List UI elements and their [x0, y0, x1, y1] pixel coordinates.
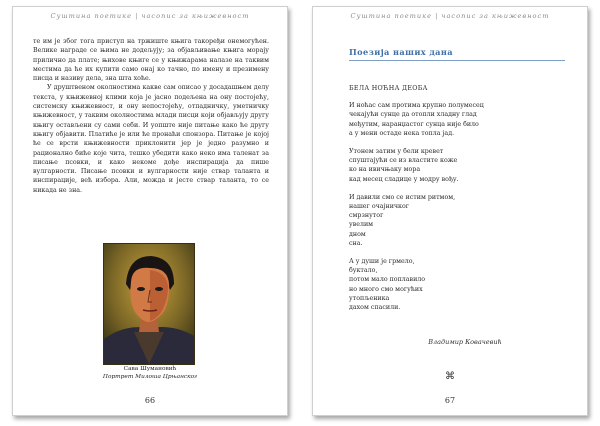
portrait-painting: [103, 243, 195, 365]
poem-line: но много смо могућих: [349, 285, 423, 293]
poem-line: А у души је грмело,: [349, 258, 415, 266]
poem-line: чекајући сунце да отопли хладну глад: [349, 111, 477, 119]
caption-artist: Сава Шумановић: [123, 366, 177, 372]
article-text: [33, 37, 269, 195]
stanza: [349, 147, 571, 184]
stanza: [349, 101, 571, 138]
poem-line: утопљеника: [349, 294, 390, 302]
paragraph: те им је због тога приступ на тржиште књига такоређи онемогућен. Велике награде се њима не додељују; за објављивање књига морају прилично да плате; њихове књиге се у књижарама налазе на таквим местима да ће их купити само онај ко тачно, по имену и презимену писца и називу дела, зна шта хоће.: [33, 38, 269, 83]
stanza: [349, 193, 571, 248]
page-number: 67: [444, 396, 456, 405]
poem-line: кад месец сладице у модру вођу.: [349, 175, 459, 183]
poem-line: а у мени остаде нека топла јад.: [349, 129, 455, 137]
poem-line: сна.: [349, 239, 363, 247]
poem-author: Владимир Ковачевић: [428, 338, 502, 346]
poem-line: дахом спасили.: [349, 304, 401, 312]
poem-line: увелим: [349, 221, 374, 229]
poem-line: потом мало поплавило: [349, 276, 426, 284]
left-page: [12, 6, 288, 416]
image-caption: [13, 365, 287, 381]
poem-line: спуштајући се из властите коже: [349, 157, 458, 165]
poem-line: дном: [349, 230, 366, 238]
stanza: [349, 257, 571, 312]
poem-line: међутим, наранџастог сунца није било: [349, 120, 479, 128]
poem-line: смрзнутог: [349, 212, 384, 220]
caption-title: Портрет Милоша Црњанског: [102, 374, 198, 380]
poem-line: ко на ивичњаку мора: [349, 166, 421, 174]
poem-line: буктало,: [349, 267, 378, 275]
poem-line: Утонем затим у бели кревет: [349, 148, 444, 156]
poem-line: И ноћас сам протима крупно полумесец: [349, 102, 484, 110]
poem: [349, 84, 571, 321]
running-head: Суштина поетике | часопис за књижевност: [50, 12, 250, 20]
poem-line: И давили смо се истим ритмом,: [349, 193, 456, 201]
running-head: Суштина поетике | часопис за књижевност: [350, 12, 550, 20]
poem-title: БЕЛА НОЋНА ДЕОБА: [349, 85, 428, 92]
section-title: Поезија наших дана: [349, 47, 565, 61]
portrait-image: [104, 244, 194, 364]
ornament-icon: ⌘: [445, 371, 455, 382]
right-page: [312, 6, 588, 416]
page-number: 66: [144, 396, 156, 405]
paragraph: У друштвеном околностима какве сам описао у досадашњем делу текста, у књижевној клими која је јасно подељена на ону постојећу, системску књижевност, и ону непостојећу, отпадничку, уметничку књижевност, у таквим околностима млади писци који објављују другу књигу остављени су сами себи. И уопште није питање како ће другу књигу објавити. Платиће је или ће пронаћи спонзора. Питање је којој ће се врсти књижевности приклонити јер је једно разумно и рационално биће које чита, тешко убедити како неко има таленат за писање псовки, и како некоме дође инспирација да пише вулгарности. Писање псовки и вулгарности није ствар таланта и инспирације, већ избора. Али, можда и јесте ствар таланта, то се никада не зна.: [33, 84, 269, 194]
poem-line: нашег очајничког: [349, 203, 410, 211]
